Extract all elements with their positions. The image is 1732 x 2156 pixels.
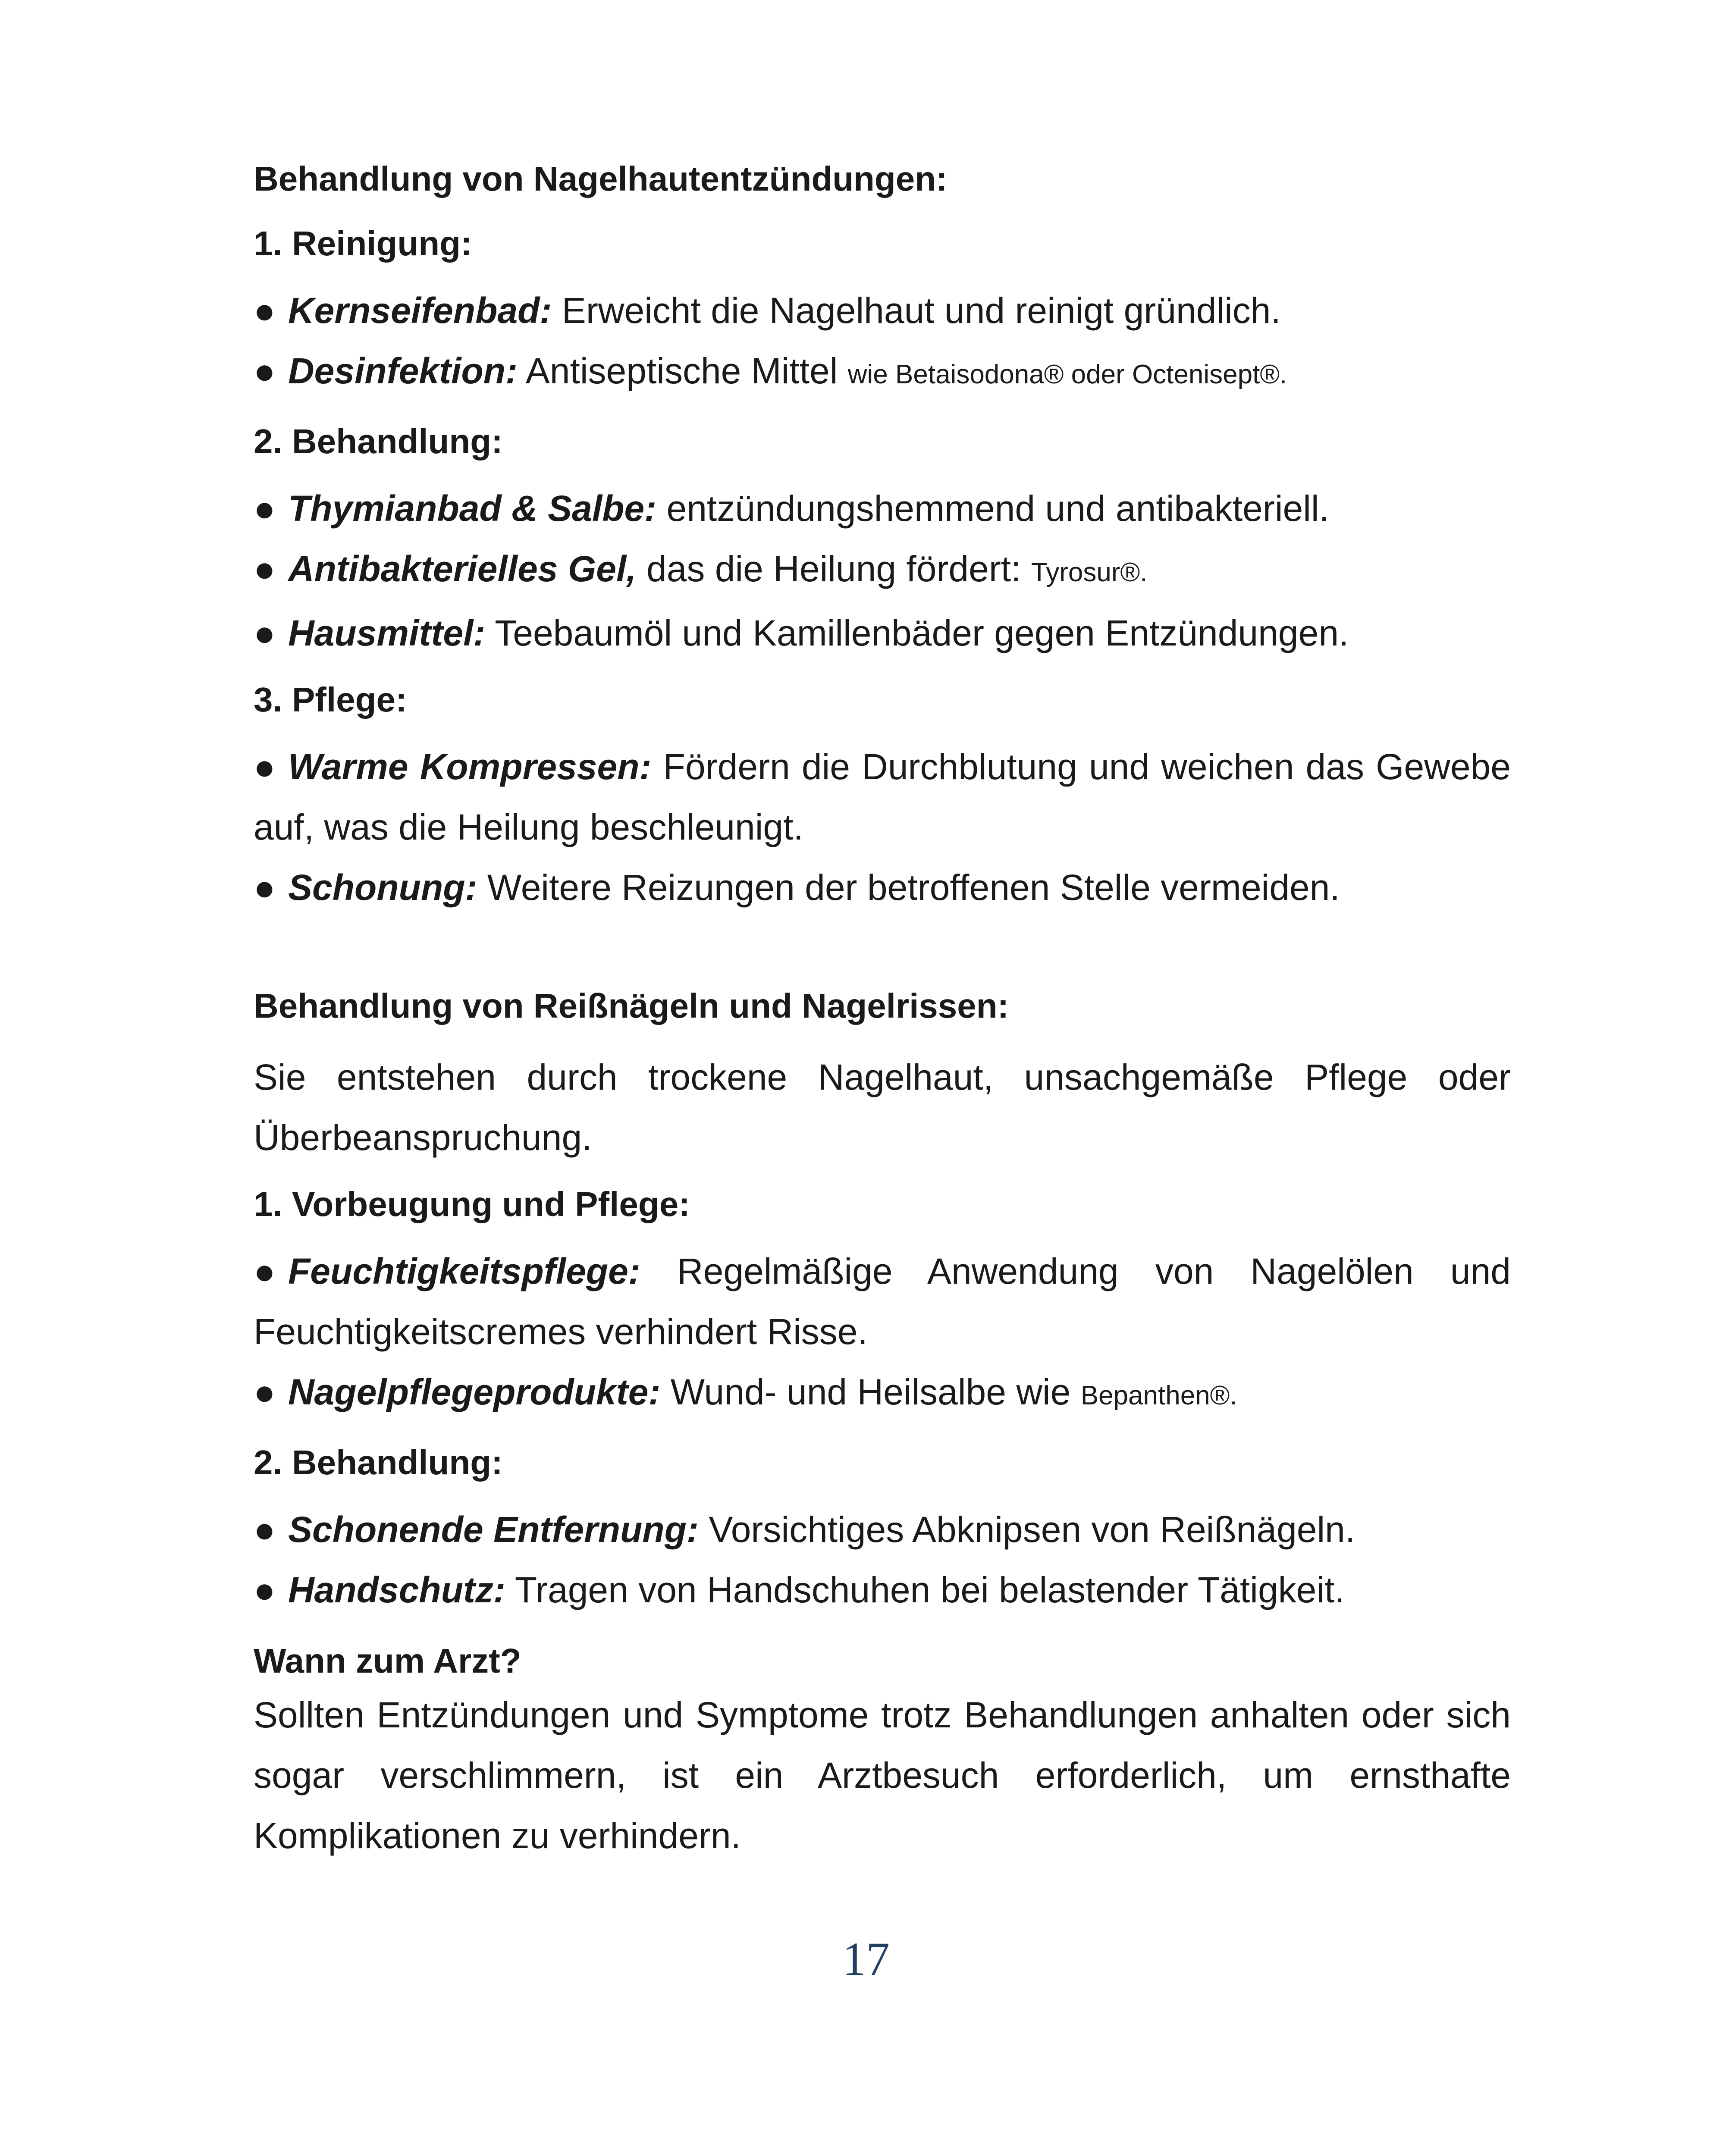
item-product: Bepanthen®. bbox=[1080, 1381, 1237, 1410]
item-text: Antiseptische Mittel bbox=[518, 351, 848, 391]
list-item bbox=[254, 280, 1511, 341]
list-item bbox=[254, 539, 1511, 603]
section-intro: Sie entstehen durch trockene Nagelhaut, unsachgemäße Pflege oder Überbeanspruchung. bbox=[254, 1057, 1511, 1158]
item-term: Feuchtigkeitspflege: bbox=[288, 1251, 640, 1291]
section-title: Behandlung von Nagelhautentzündungen: bbox=[254, 160, 948, 198]
bullet: ● bbox=[254, 1372, 276, 1412]
item-text: Vorsichtiges Abknipsen von Reißnägeln. bbox=[698, 1509, 1355, 1550]
item-text: Erweicht die Nagelhaut und reinigt gründlich. bbox=[552, 290, 1281, 331]
bullet: ● bbox=[254, 613, 276, 653]
item-product: wie Betaisodona® oder Octenisept®. bbox=[847, 360, 1287, 389]
item-term: Handschutz: bbox=[288, 1570, 505, 1610]
group-heading: 1. Reinigung: bbox=[254, 224, 472, 263]
item-text: das die Heilung fördert: bbox=[636, 548, 1031, 589]
item-text: Tragen von Handschuhen bei belastender Tätigkeit. bbox=[505, 1570, 1345, 1610]
bullet: ● bbox=[254, 746, 276, 787]
list-item bbox=[254, 603, 1511, 663]
item-term: Desinfektion: bbox=[288, 351, 518, 391]
item-text: Teebaumöl und Kamillenbäder gegen Entzündungen. bbox=[485, 613, 1349, 653]
item-term: Nagelpflegeprodukte: bbox=[288, 1372, 661, 1412]
bullet: ● bbox=[254, 867, 276, 908]
item-term: Thymianbad & Salbe: bbox=[288, 488, 657, 529]
group-heading: 1. Vorbeugung und Pflege: bbox=[254, 1185, 690, 1223]
bullet: ● bbox=[254, 1570, 276, 1610]
page-number: 17 bbox=[842, 1933, 890, 1985]
bullet: ● bbox=[254, 548, 276, 589]
item-term: Kernseifenbad: bbox=[288, 290, 552, 331]
page-content bbox=[254, 155, 1511, 1866]
section-title: Wann zum Arzt? bbox=[254, 1642, 521, 1680]
list-item bbox=[254, 1560, 1511, 1620]
item-term: Warme Kompressen: bbox=[288, 746, 652, 787]
item-term: Schonende Entfernung: bbox=[288, 1509, 699, 1550]
bullet: ● bbox=[254, 1509, 276, 1550]
list-item bbox=[254, 341, 1511, 405]
item-text: entzündungshemmend und antibakteriell. bbox=[656, 488, 1329, 529]
section-title: Behandlung von Reißnägeln und Nagelrissen: bbox=[254, 987, 1009, 1025]
bullet: ● bbox=[254, 1251, 276, 1291]
item-text: Fördern die Durchblutung und weichen das Gewebe auf, was die Heilung beschleunigt. bbox=[254, 746, 1511, 847]
item-term: Hausmittel: bbox=[288, 613, 486, 653]
list-item bbox=[254, 1499, 1511, 1560]
list-item bbox=[254, 857, 1511, 918]
item-text: Wund- und Heilsalbe wie bbox=[660, 1372, 1081, 1412]
item-term: Schonung: bbox=[288, 867, 477, 908]
item-text: Weitere Reizungen der betroffenen Stelle vermeiden. bbox=[477, 867, 1340, 908]
section-text: Sollten Entzündungen und Symptome trotz Behandlungen anhalten oder sich sogar verschlimmern, ist ein Arztbesuch erforderlich, um ernsthafte Komplikationen zu verhindern. bbox=[254, 1695, 1511, 1856]
item-text: Regelmäßige Anwendung von Nagelölen und Feuchtigkeitscremes verhindert Risse. bbox=[254, 1251, 1511, 1352]
list-item bbox=[254, 736, 1511, 857]
bullet: ● bbox=[254, 290, 276, 331]
bullet: ● bbox=[254, 488, 276, 529]
list-item bbox=[254, 478, 1511, 539]
list-item bbox=[254, 1362, 1511, 1426]
bullet: ● bbox=[254, 351, 276, 391]
group-heading: 2. Behandlung: bbox=[254, 1443, 503, 1482]
item-term: Antibakterielles Gel, bbox=[288, 548, 637, 589]
group-heading: 2. Behandlung: bbox=[254, 422, 503, 461]
item-product: Tyrosur®. bbox=[1031, 558, 1148, 587]
list-item bbox=[254, 1241, 1511, 1362]
group-heading: 3. Pflege: bbox=[254, 680, 407, 719]
